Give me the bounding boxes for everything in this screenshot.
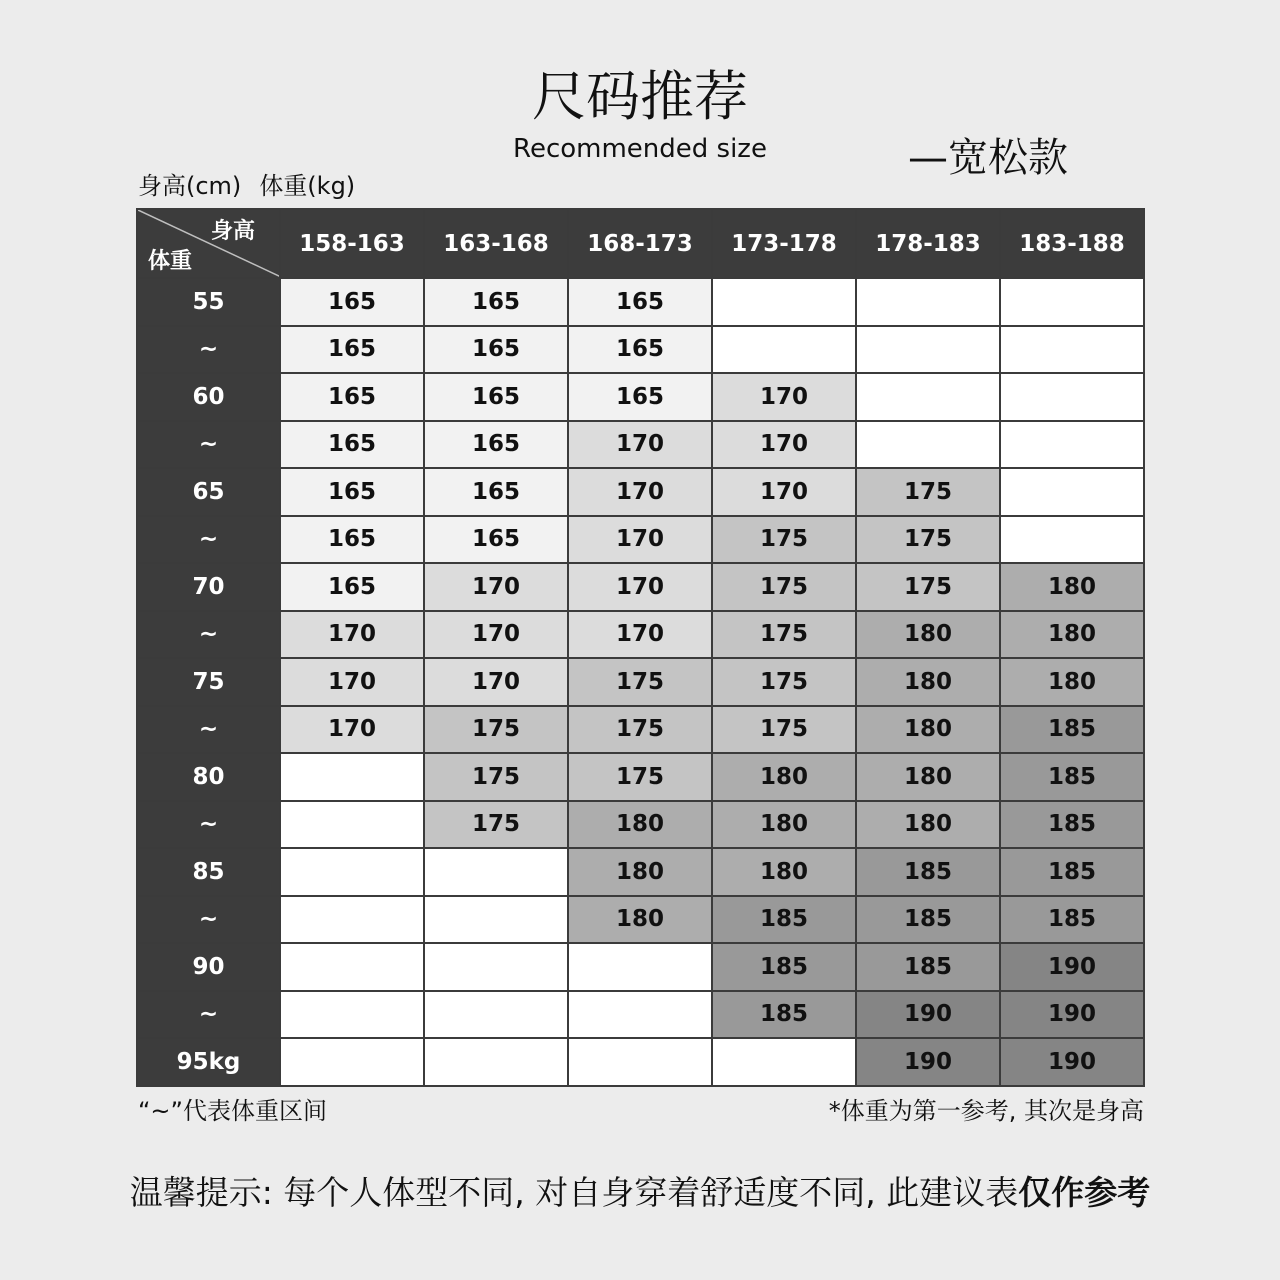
size-cell: 170	[424, 563, 568, 611]
size-cell: 190	[1000, 991, 1144, 1039]
table-row	[137, 1038, 1144, 1086]
size-cell	[280, 991, 424, 1039]
size-cell: 175	[856, 563, 1000, 611]
size-cell	[856, 326, 1000, 374]
size-cell	[280, 801, 424, 849]
size-cell: 185	[1000, 753, 1144, 801]
size-cell: 180	[856, 801, 1000, 849]
size-cell: 185	[712, 943, 856, 991]
size-cell: 170	[712, 373, 856, 421]
size-cell: 185	[712, 896, 856, 944]
size-cell: 170	[568, 421, 712, 469]
size-cell: 170	[568, 468, 712, 516]
size-cell: 175	[424, 801, 568, 849]
size-cell: 185	[1000, 848, 1144, 896]
size-cell	[424, 991, 568, 1039]
table-row	[137, 753, 1144, 801]
weight-row-header: 75	[137, 658, 280, 706]
weight-row-header: ~	[137, 326, 280, 374]
size-cell	[712, 326, 856, 374]
size-cell: 175	[568, 706, 712, 754]
size-cell	[1000, 516, 1144, 564]
size-cell: 165	[424, 278, 568, 326]
table-row	[137, 611, 1144, 659]
size-cell: 165	[280, 326, 424, 374]
table-row	[137, 421, 1144, 469]
weight-row-header: ~	[137, 801, 280, 849]
size-cell: 165	[280, 563, 424, 611]
corner-height-label: 身高	[210, 219, 255, 244]
size-cell: 180	[712, 801, 856, 849]
size-cell: 175	[424, 706, 568, 754]
size-cell	[568, 1038, 712, 1086]
table-row	[137, 373, 1144, 421]
size-cell: 180	[568, 896, 712, 944]
size-cell	[1000, 326, 1144, 374]
units-legend	[138, 170, 373, 202]
weight-row-header: 85	[137, 848, 280, 896]
size-cell: 175	[856, 468, 1000, 516]
size-cell	[568, 991, 712, 1039]
size-cell: 170	[280, 658, 424, 706]
size-cell: 175	[568, 753, 712, 801]
weight-row-header: 55	[137, 278, 280, 326]
size-cell	[424, 896, 568, 944]
size-cell: 180	[568, 801, 712, 849]
height-unit-label: 身高(cm)	[138, 172, 242, 200]
size-cell: 175	[712, 658, 856, 706]
size-cell: 180	[856, 658, 1000, 706]
size-cell: 165	[568, 278, 712, 326]
size-cell: 165	[280, 421, 424, 469]
weight-row-header: ~	[137, 611, 280, 659]
table-row	[137, 516, 1144, 564]
size-cell: 170	[280, 611, 424, 659]
size-cell	[1000, 373, 1144, 421]
height-range-header: 183-188	[1000, 209, 1144, 278]
corner-weight-label: 体重	[148, 249, 193, 274]
table-row	[137, 706, 1144, 754]
size-cell: 175	[712, 516, 856, 564]
page-title: 尺码推荐	[532, 65, 748, 128]
size-cell: 165	[280, 278, 424, 326]
size-cell: 190	[856, 991, 1000, 1039]
size-cell: 185	[712, 991, 856, 1039]
height-range-header: 173-178	[712, 209, 856, 278]
size-cell	[280, 1038, 424, 1086]
size-cell: 165	[424, 373, 568, 421]
size-cell: 190	[1000, 1038, 1144, 1086]
size-cell: 165	[568, 373, 712, 421]
size-cell	[280, 753, 424, 801]
size-cell: 180	[712, 753, 856, 801]
size-cell: 175	[568, 658, 712, 706]
size-cell	[280, 896, 424, 944]
size-cell: 180	[1000, 563, 1144, 611]
size-cell: 165	[568, 326, 712, 374]
size-cell: 170	[280, 706, 424, 754]
table-row	[137, 278, 1144, 326]
size-cell: 180	[856, 753, 1000, 801]
size-cell: 190	[856, 1038, 1000, 1086]
reminder-text	[0, 1170, 1280, 1216]
size-cell: 180	[1000, 658, 1144, 706]
size-cell: 170	[712, 468, 856, 516]
size-cell	[856, 373, 1000, 421]
size-cell: 185	[856, 896, 1000, 944]
weight-row-header: ~	[137, 516, 280, 564]
weight-row-header: 80	[137, 753, 280, 801]
size-cell: 175	[424, 753, 568, 801]
fit-style-label: —宽松款	[908, 135, 1068, 181]
size-cell: 170	[424, 611, 568, 659]
size-cell: 190	[1000, 943, 1144, 991]
height-range-header: 168-173	[568, 209, 712, 278]
size-cell: 180	[856, 611, 1000, 659]
table-row	[137, 943, 1144, 991]
table-header-row	[137, 209, 1144, 278]
height-range-header: 158-163	[280, 209, 424, 278]
size-chart-table	[136, 208, 1145, 1087]
table-row	[137, 991, 1144, 1039]
weight-row-header: 65	[137, 468, 280, 516]
size-cell: 180	[568, 848, 712, 896]
size-cell	[712, 1038, 856, 1086]
reminder-body: 温馨提示: 每个人体型不同, 对自身穿着舒适度不同, 此建议表	[129, 1173, 1019, 1212]
table-row	[137, 658, 1144, 706]
table-row	[137, 326, 1144, 374]
weight-row-header: ~	[137, 991, 280, 1039]
size-cell: 165	[424, 421, 568, 469]
size-cell	[424, 848, 568, 896]
size-chart-body	[137, 278, 1144, 1086]
size-cell	[1000, 278, 1144, 326]
size-cell: 165	[424, 326, 568, 374]
range-note: “~”代表体重区间	[138, 1097, 327, 1125]
size-cell: 185	[1000, 706, 1144, 754]
size-cell	[1000, 468, 1144, 516]
size-cell	[1000, 421, 1144, 469]
size-cell: 165	[424, 516, 568, 564]
weight-row-header: 90	[137, 943, 280, 991]
weight-unit-label: 体重(kg)	[259, 172, 356, 200]
size-cell: 185	[856, 848, 1000, 896]
weight-row-header: ~	[137, 421, 280, 469]
size-cell: 165	[280, 373, 424, 421]
size-cell: 185	[856, 943, 1000, 991]
size-cell	[856, 278, 1000, 326]
size-cell: 165	[424, 468, 568, 516]
table-row	[137, 848, 1144, 896]
weight-row-header: 95kg	[137, 1038, 280, 1086]
size-cell	[280, 943, 424, 991]
weight-row-header: ~	[137, 706, 280, 754]
size-cell: 170	[424, 658, 568, 706]
size-cell: 180	[856, 706, 1000, 754]
size-cell	[856, 421, 1000, 469]
size-cell: 170	[712, 421, 856, 469]
priority-note: *体重为第一参考, 其次是身高	[828, 1097, 1144, 1125]
page-subtitle: Recommended size	[513, 134, 767, 164]
size-cell: 170	[568, 611, 712, 659]
corner-header-cell	[137, 209, 280, 278]
size-cell	[424, 943, 568, 991]
size-cell: 165	[280, 468, 424, 516]
table-row	[137, 801, 1144, 849]
weight-row-header: 60	[137, 373, 280, 421]
reminder-emphasis: 仅作参考	[1018, 1173, 1151, 1212]
size-cell: 170	[568, 516, 712, 564]
size-cell: 170	[568, 563, 712, 611]
table-row	[137, 896, 1144, 944]
size-cell	[280, 848, 424, 896]
weight-row-header: ~	[137, 896, 280, 944]
size-cell: 185	[1000, 896, 1144, 944]
table-row	[137, 468, 1144, 516]
size-cell: 175	[712, 706, 856, 754]
table-row	[137, 563, 1144, 611]
size-cell: 165	[280, 516, 424, 564]
weight-row-header: 70	[137, 563, 280, 611]
size-cell: 180	[1000, 611, 1144, 659]
size-cell	[568, 943, 712, 991]
height-range-header: 163-168	[424, 209, 568, 278]
size-cell: 180	[712, 848, 856, 896]
size-cell: 175	[712, 563, 856, 611]
size-cell	[712, 278, 856, 326]
size-cell: 185	[1000, 801, 1144, 849]
size-cell: 175	[712, 611, 856, 659]
size-cell: 175	[856, 516, 1000, 564]
size-cell	[424, 1038, 568, 1086]
height-range-header: 178-183	[856, 209, 1000, 278]
